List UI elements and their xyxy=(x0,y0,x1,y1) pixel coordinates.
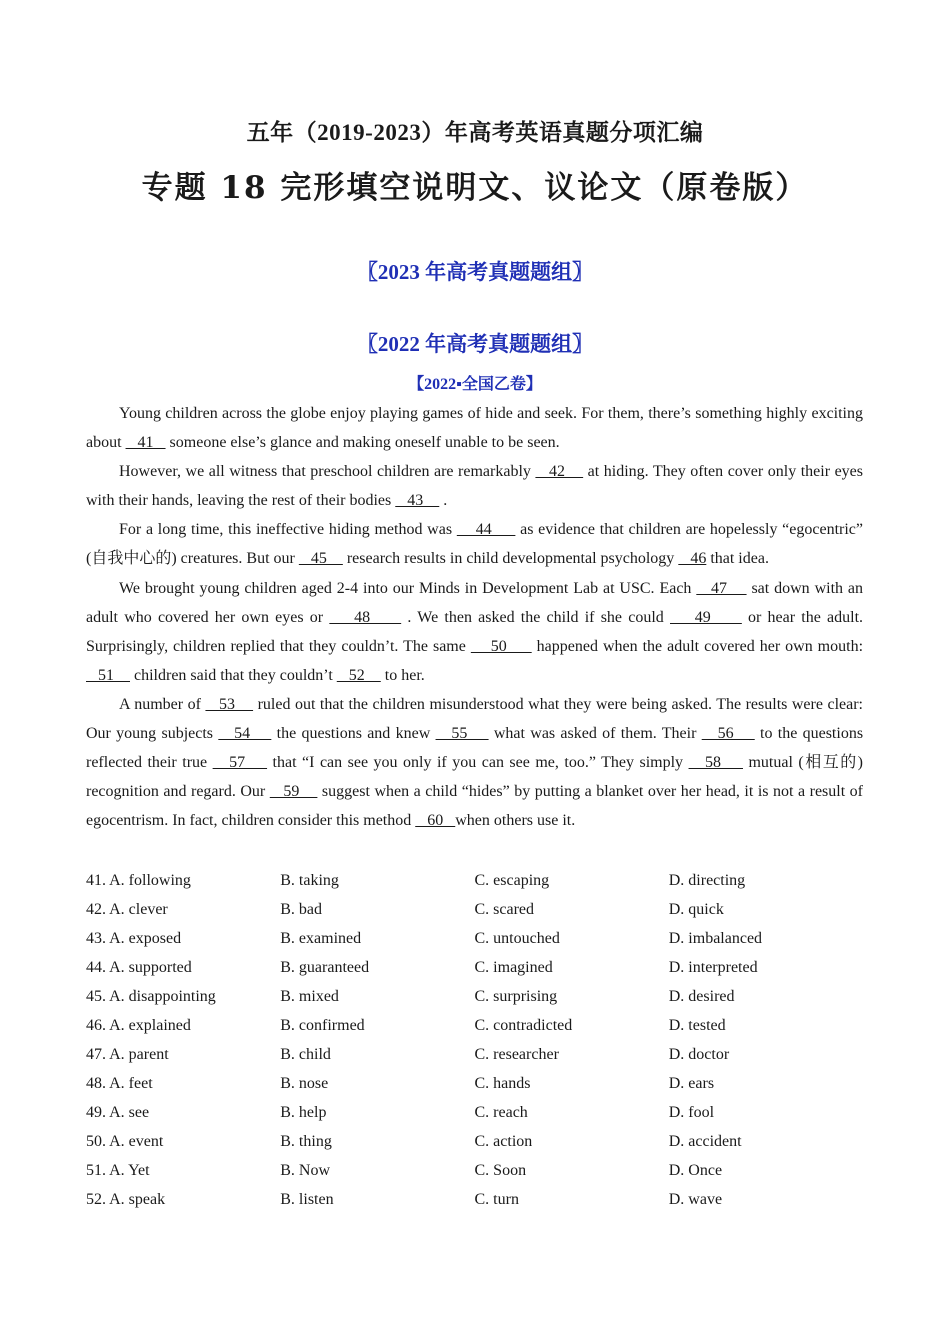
option-c: C. Soon xyxy=(474,1162,527,1179)
group-heading-2023: 〖2023 年高考真题题组〗 xyxy=(356,260,594,284)
option-b: B. nose xyxy=(280,1075,329,1092)
option-d: D. quick xyxy=(668,901,724,918)
option-c: C. researcher xyxy=(474,1046,559,1063)
option-b: B. mixed xyxy=(280,988,339,1005)
option-b: B. thing xyxy=(280,1133,332,1150)
option-row xyxy=(86,1011,863,1040)
option-a: 44. A. supported xyxy=(86,959,192,976)
blank-47: 47 xyxy=(696,579,747,597)
blank-46: 46 xyxy=(678,550,707,568)
passage-paragraph-3: For a long time, this ineffective hiding method was 44 as evidence that children are hopelessly “egocentric” (自我中心的) creatures. But our 45 research results in child developmental psychology 46 that idea. xyxy=(86,521,864,568)
option-d: D. Once xyxy=(668,1162,723,1179)
option-c: C. imagined xyxy=(474,959,553,976)
blank-51: 51 xyxy=(86,666,130,684)
option-c: C. escaping xyxy=(474,872,550,889)
option-row xyxy=(86,1127,863,1156)
blank-41: 41 xyxy=(125,434,166,452)
option-row xyxy=(86,1098,863,1127)
blank-54: 54 xyxy=(218,725,272,743)
option-d: D. wave xyxy=(668,1191,723,1208)
option-c: C. turn xyxy=(474,1191,519,1208)
option-b: B. examined xyxy=(280,930,362,947)
answer-options xyxy=(86,866,863,1214)
option-row xyxy=(86,924,863,953)
option-a: 50. A. event xyxy=(86,1133,164,1150)
blank-55: 55 xyxy=(435,725,489,743)
option-b: B. listen xyxy=(280,1191,334,1208)
option-a: 42. A. clever xyxy=(86,901,168,918)
blank-53: 53 xyxy=(205,695,254,713)
option-row xyxy=(86,982,863,1011)
option-row xyxy=(86,895,863,924)
blank-50: 50 xyxy=(470,637,532,655)
option-d: D. doctor xyxy=(668,1046,730,1063)
option-a: 51. A. Yet xyxy=(86,1162,150,1179)
blank-44: 44 xyxy=(456,521,516,539)
option-c: C. scared xyxy=(474,901,535,918)
option-b: B. taking xyxy=(280,872,339,889)
option-b: B. guaranteed xyxy=(280,959,370,976)
option-a: 47. A. parent xyxy=(86,1046,169,1063)
blank-42: 42 xyxy=(535,463,584,481)
option-d: D. fool xyxy=(668,1104,715,1121)
option-a: 46. A. explained xyxy=(86,1017,191,1034)
blank-52: 52 xyxy=(336,666,381,684)
blank-43: 43 xyxy=(395,492,440,510)
option-a: 41. A. following xyxy=(86,872,191,889)
passage-paragraph-1: Young children across the globe enjoy playing games of hide and seek. For them, there’s something highly exciting about 41 someone else’s glance and making oneself unable to be seen. xyxy=(86,405,863,452)
option-a: 52. A. speak xyxy=(86,1191,166,1208)
option-c: C. surprising xyxy=(474,988,558,1005)
passage-paragraph-4: We brought young children aged 2-4 into our Minds in Development Lab at USC. Each 47 sat down with an adult who covered her own eyes or 48 . We then asked the child if she could 49 or hear the adult. Surprisingly, children replied that they couldn’t. The same 50 happened when the adult covered her own mouth: 51 children said that they couldn’t 52 to her. xyxy=(86,579,864,684)
option-d: D. tested xyxy=(668,1017,726,1034)
option-b: B. Now xyxy=(280,1162,331,1179)
option-a: 49. A. see xyxy=(86,1104,150,1121)
option-c: C. contradicted xyxy=(474,1017,573,1034)
option-d: D. accident xyxy=(668,1133,742,1150)
document-subtitle: 五年（2019-2023）年高考英语真题分项汇编 xyxy=(246,120,704,145)
blank-58: 58 xyxy=(688,754,743,772)
option-d: D. imbalanced xyxy=(668,930,763,947)
exam-source-label: 【2022▪全国乙卷】 xyxy=(408,376,542,393)
option-a: 43. A. exposed xyxy=(86,930,182,947)
option-c: C. reach xyxy=(474,1104,528,1121)
option-b: B. confirmed xyxy=(280,1017,365,1034)
option-c: C. hands xyxy=(474,1075,531,1092)
option-row xyxy=(86,1040,863,1069)
option-d: D. desired xyxy=(668,988,735,1005)
blank-59: 59 xyxy=(269,783,318,801)
passage-paragraph-5: A number of 53 ruled out that the children misunderstood what they were being asked. The results were clear: Our young subjects 54 the questions and knew 55 what was asked of them. Their 56 to the questions reflected their true 57 that “I can see you only if you can see me, too.” They simply 58 mutual (相互的) recognition and regard. Our 59 suggest when a child “hides” by putting a blanket over her head, it is not a result of egocentrism. In fact, children consider this method 60 when others use it. xyxy=(86,695,864,830)
option-row xyxy=(86,1156,863,1185)
blank-60: 60 xyxy=(415,812,456,830)
option-row xyxy=(86,866,863,895)
option-d: D. interpreted xyxy=(668,959,758,976)
option-row xyxy=(86,1069,863,1098)
cloze-passage xyxy=(86,399,863,835)
document-title: 专题 18 完形填空说明文、议论文（原卷版） xyxy=(141,170,809,206)
blank-49: 49 xyxy=(670,608,742,626)
option-d: D. ears xyxy=(668,1075,715,1092)
option-row xyxy=(86,953,863,982)
blank-48: 48 xyxy=(329,608,402,626)
option-a: 45. A. disappointing xyxy=(86,988,216,1005)
option-d: D. directing xyxy=(668,872,746,889)
blank-45: 45 xyxy=(298,550,343,568)
option-b: B. help xyxy=(280,1104,327,1121)
option-b: B. bad xyxy=(280,901,323,918)
option-row xyxy=(86,1185,863,1214)
option-b: B. child xyxy=(280,1046,331,1063)
blank-56: 56 xyxy=(701,725,755,743)
blank-57: 57 xyxy=(212,754,268,772)
option-a: 48. A. feet xyxy=(86,1075,153,1092)
option-c: C. action xyxy=(474,1133,533,1150)
option-c: C. untouched xyxy=(474,930,560,947)
passage-paragraph-2: However, we all witness that preschool children are remarkably 42 at hiding. They often cover only their eyes with their hands, leaving the rest of their bodies 43 . xyxy=(86,463,864,510)
group-heading-2022: 〖2022 年高考真题题组〗 xyxy=(356,332,594,356)
